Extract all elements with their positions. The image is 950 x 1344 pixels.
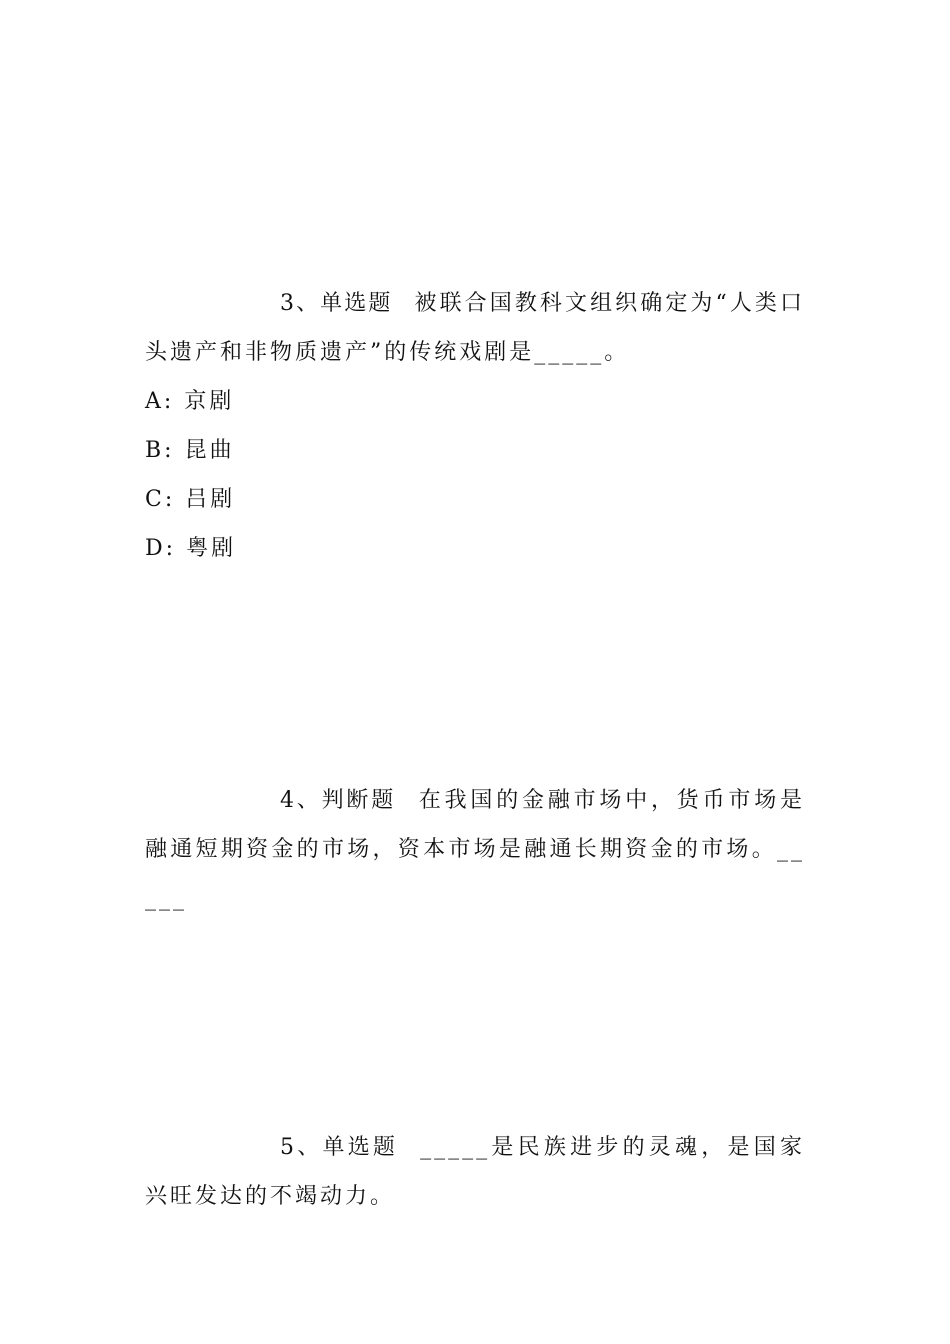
question-type: 单选题 <box>322 1135 399 1160</box>
question-number: 4、 <box>280 788 322 813</box>
option-letter: A: <box>145 389 175 414</box>
question-stem: 被联合国教科文组织确定为“人类口头遗产和非物质遗产”的传统戏剧是_____。 <box>145 291 805 365</box>
option-b <box>145 426 805 475</box>
question-text <box>145 1123 805 1221</box>
option-text: 吕剧 <box>185 487 236 512</box>
question-type: 判断题 <box>321 788 397 813</box>
option-letter: B: <box>145 438 175 463</box>
question-stem: 在我国的金融市场中，货币市场是融通短期资金的市场，资本市场是融通长期资金的市场。_____ <box>145 788 805 911</box>
question-5 <box>145 1123 805 1221</box>
question-text <box>145 776 805 923</box>
question-number: 5、 <box>280 1135 323 1160</box>
option-letter: C: <box>145 487 176 512</box>
option-text: 粤剧 <box>186 536 237 561</box>
question-stem: _____是民族进步的灵魂，是国家兴旺发达的不竭动力。 <box>145 1135 805 1209</box>
question-number: 3、 <box>280 291 321 316</box>
option-letter: D: <box>145 536 177 561</box>
option-a <box>145 377 805 426</box>
option-text: 京剧 <box>184 389 235 414</box>
question-4 <box>145 776 805 923</box>
question-type: 单选题 <box>320 291 393 316</box>
option-text: 昆曲 <box>184 438 235 463</box>
option-c <box>145 475 805 524</box>
option-list <box>145 377 805 573</box>
question-3 <box>145 279 805 573</box>
question-text <box>145 279 805 377</box>
option-d <box>145 524 805 573</box>
